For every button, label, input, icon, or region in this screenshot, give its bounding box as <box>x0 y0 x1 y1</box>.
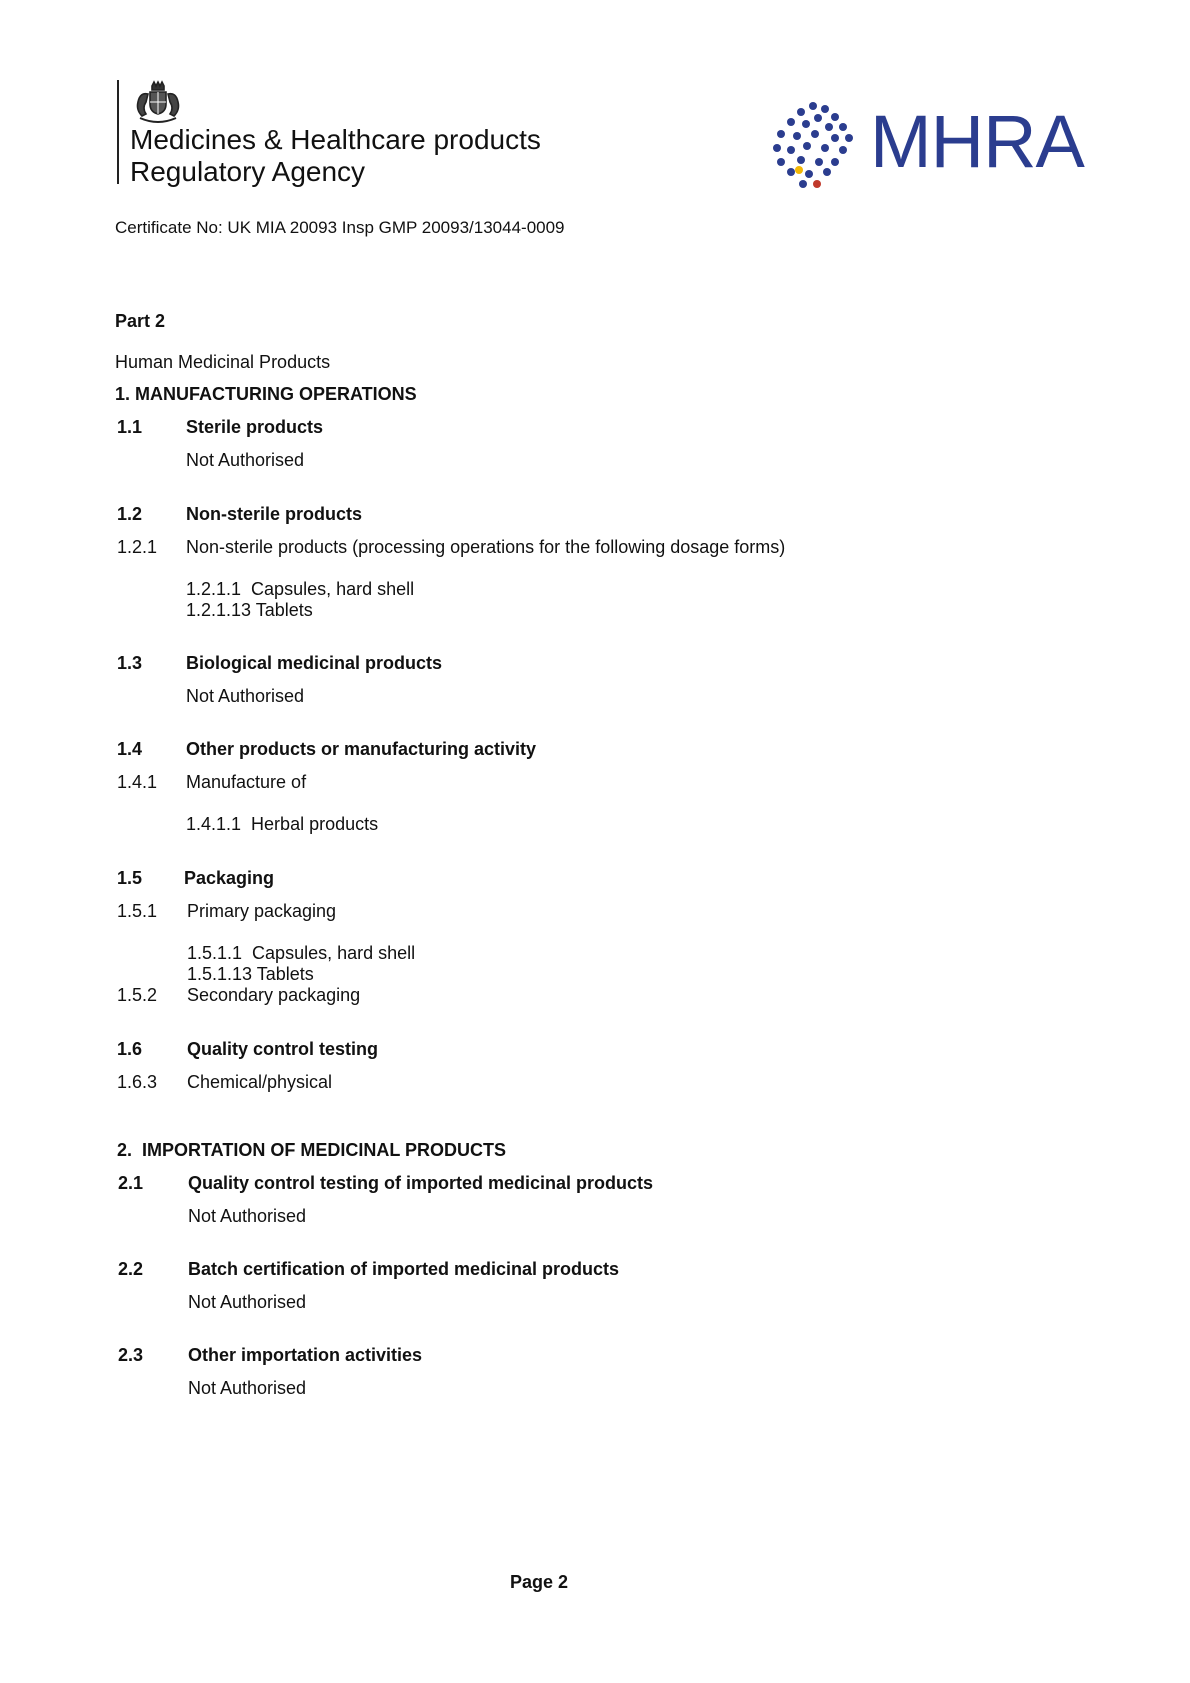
section-1-4-number: 1.4 <box>117 739 143 759</box>
certificate-number: Certificate No: UK MIA 20093 Insp GMP 20093/13044-0009 <box>115 218 565 237</box>
section-1-6-title: Quality control testing <box>187 1039 379 1059</box>
agency-name <box>130 124 541 188</box>
section-1-1-title: Sterile products <box>186 417 324 437</box>
agency-divider <box>117 80 119 184</box>
list-item: 1.5.1.1 Capsules, hard shell <box>187 943 416 963</box>
section-1-1-number: 1.1 <box>117 417 143 437</box>
section-2-3-title: Other importation activities <box>188 1345 423 1365</box>
agency-name-line2: Regulatory Agency <box>130 156 366 187</box>
page-number: Page 2 <box>510 1572 569 1592</box>
section-1-5-1-text: Primary packaging <box>187 901 337 921</box>
list-item: 1.4.1.1 Herbal products <box>186 814 379 834</box>
mhra-wordmark: MHRA <box>870 100 1084 183</box>
section-1-2-number: 1.2 <box>117 504 143 524</box>
mhra-dot-logo-icon <box>773 100 859 190</box>
list-item: 1.2.1.13 Tablets <box>186 600 313 620</box>
section-1-2-title: Non-sterile products <box>186 504 363 524</box>
section-1-1-status: Not Authorised <box>186 450 305 470</box>
section-1-3-number: 1.3 <box>117 653 143 673</box>
section-2-1-status: Not Authorised <box>188 1206 307 1226</box>
section-1-4-title: Other products or manufacturing activity <box>186 739 537 759</box>
section-1-6-number: 1.6 <box>117 1039 143 1059</box>
section-2-3-status: Not Authorised <box>188 1378 307 1398</box>
section-2-2-title: Batch certification of imported medicinal products <box>188 1259 620 1279</box>
section-1-5-2-text: Secondary packaging <box>187 985 361 1005</box>
section-2-1-number: 2.1 <box>118 1173 144 1193</box>
section-1-5-number: 1.5 <box>117 868 143 888</box>
section-1-6-3-text: Chemical/physical <box>187 1072 333 1092</box>
section-1-3-status: Not Authorised <box>186 686 305 706</box>
section-2-1-title: Quality control testing of imported medicinal products <box>188 1173 654 1193</box>
section-1-3-title: Biological medicinal products <box>186 653 443 673</box>
section-1-title: 1. MANUFACTURING OPERATIONS <box>115 384 417 404</box>
section-1-5-1-number: 1.5.1 <box>117 901 158 921</box>
subtitle: Human Medicinal Products <box>115 352 331 372</box>
section-1-4-1-number: 1.4.1 <box>117 772 158 792</box>
section-1-4-1-text: Manufacture of <box>186 772 307 792</box>
section-2-3-number: 2.3 <box>118 1345 144 1365</box>
list-item: 1.2.1.1 Capsules, hard shell <box>186 579 415 599</box>
section-1-5-2-number: 1.5.2 <box>117 985 158 1005</box>
section-1-6-3-number: 1.6.3 <box>117 1072 158 1092</box>
royal-coat-of-arms-icon <box>130 80 182 124</box>
part-label: Part 2 <box>115 311 166 331</box>
list-item: 1.5.1.13 Tablets <box>187 964 314 984</box>
section-1-5-title: Packaging <box>184 868 275 888</box>
section-2-2-status: Not Authorised <box>188 1292 307 1312</box>
section-1-2-1-text: Non-sterile products (processing operations for the following dosage forms) <box>186 537 786 557</box>
section-2-2-number: 2.2 <box>118 1259 144 1279</box>
section-2-title: 2. IMPORTATION OF MEDICINAL PRODUCTS <box>117 1140 507 1160</box>
section-1-2-1-number: 1.2.1 <box>117 537 158 557</box>
agency-name-line1: Medicines & Healthcare products <box>130 124 541 155</box>
